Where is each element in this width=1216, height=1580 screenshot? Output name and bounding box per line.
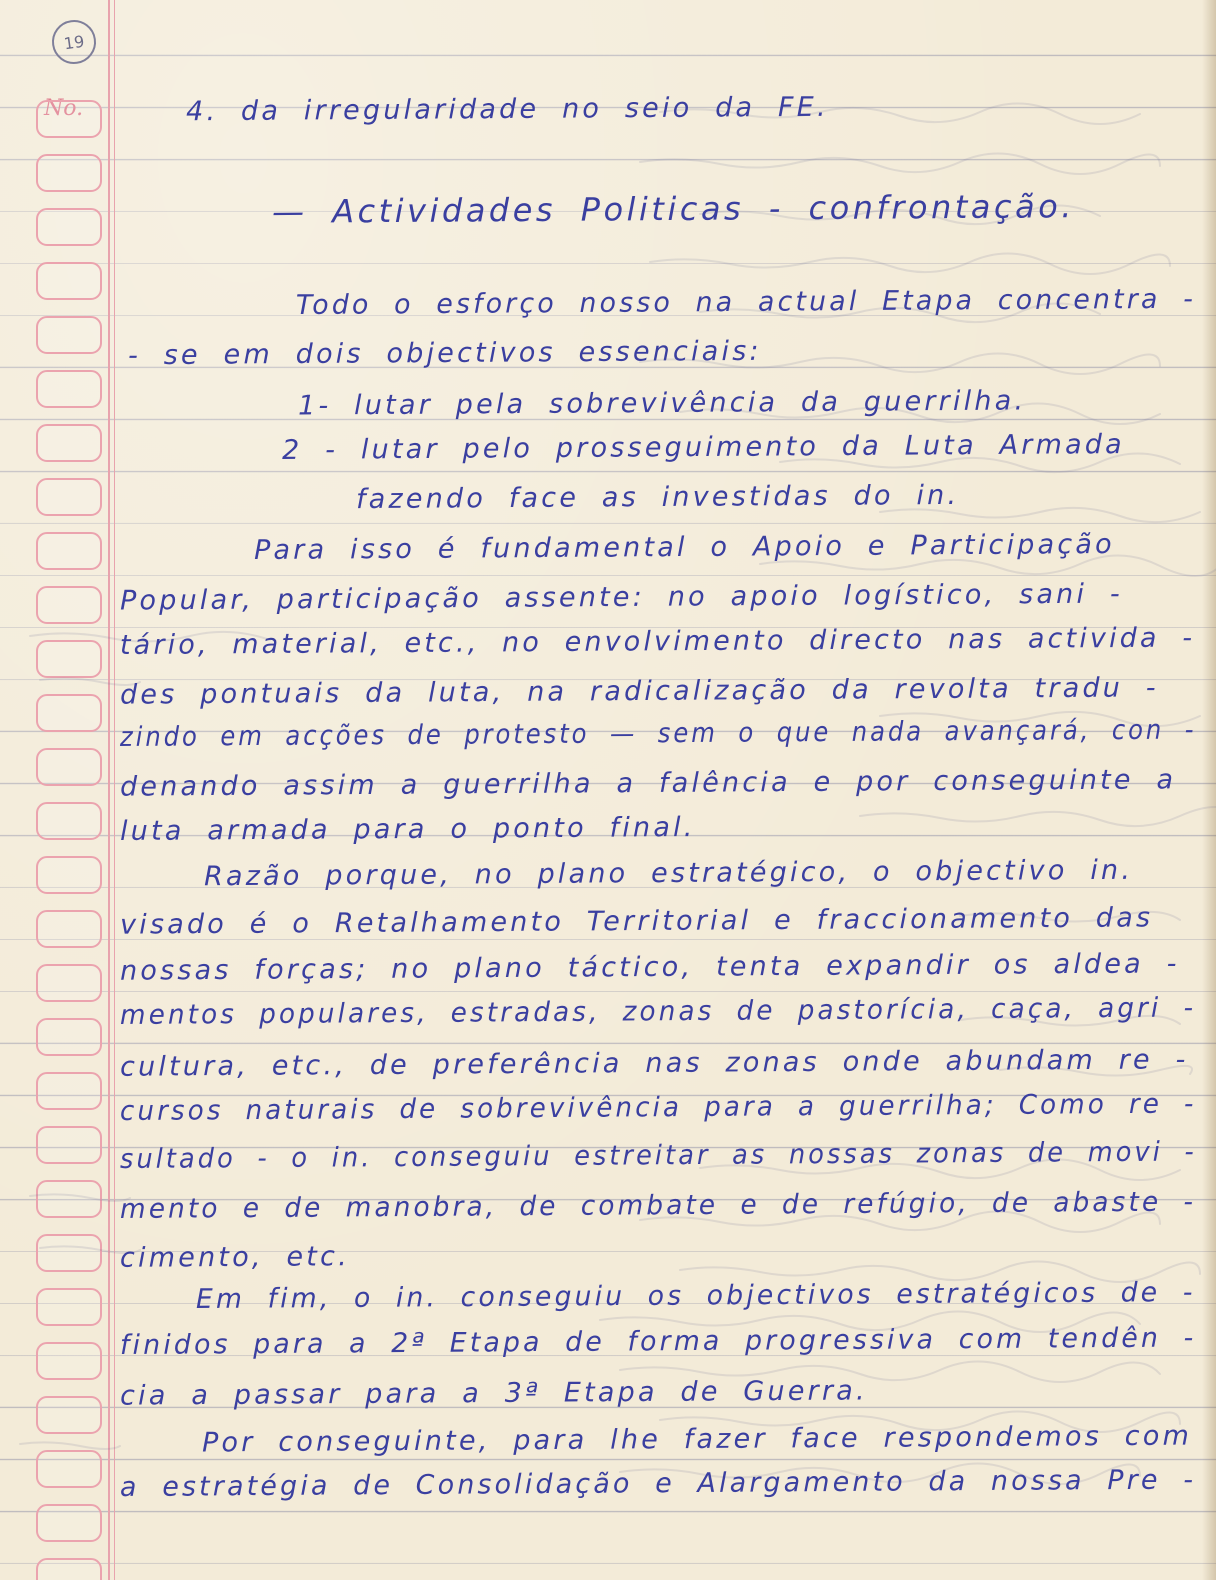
paragraph-line: 1- lutar pela sobrevivência da guerrilha.: [297, 385, 1027, 422]
paragraph-line: Razão porque, no plano estratégico, o objectivo in.: [203, 854, 1134, 893]
section-title: — Actividades Politicas - confrontação.: [271, 187, 1076, 231]
paragraph-line: fazendo face as investidas do in.: [355, 479, 960, 516]
paragraph-line: 2 - lutar pelo prosseguimento da Luta Armada: [281, 429, 1125, 466]
margin-no-label: No.: [44, 96, 84, 121]
paragraph-line: nossas forças; no plano táctico, tenta expandir os aldea -: [119, 948, 1180, 987]
paragraph-line: Popular, participação assente: no apoio logístico, sani -: [119, 578, 1123, 617]
paragraph-line: a estratégia de Consolidação e Alargamento da nossa Pre -: [119, 1464, 1197, 1503]
paragraph-line: cia a passar para a 3ª Etapa de Guerra.: [119, 1375, 868, 1412]
paragraph-line: mento e de manobra, de combate e de refúgio, de abaste -: [119, 1186, 1197, 1225]
paragraph-line: des pontuais da luta, na radicalização da revolta tradu -: [119, 672, 1159, 711]
paragraph-line: luta armada para o ponto final.: [119, 811, 696, 848]
paragraph-line: mentos populares, estradas, zonas de pastorícia, caça, agri -: [119, 992, 1197, 1031]
paragraph-line: cultura, etc., de preferência nas zonas onde abundam re -: [119, 1044, 1189, 1083]
paragraph-line: visado é o Retalhamento Territorial e fraccionamento das: [119, 902, 1154, 941]
paragraph-line: finidos para a 2ª Etapa de forma progressiva com tendên -: [119, 1322, 1197, 1361]
page-number-circled: 19: [49, 17, 99, 67]
paragraph-line: tário, material, etc., no envolvimento directo nas activida -: [119, 622, 1196, 661]
paragraph-line: Em fim, o in. conseguiu os objectivos estratégicos de -: [195, 1277, 1196, 1315]
paragraph-line: zindo em acções de protesto — sem o que nada avançará, con -: [119, 714, 1197, 753]
paragraph-line: cursos naturais de sobrevivência para a guerrilha; Como re -: [119, 1088, 1197, 1127]
paragraph-line: Todo o esforço nosso na actual Etapa concentra -: [295, 283, 1197, 321]
paragraph-line: cimento, etc.: [119, 1241, 350, 1274]
paragraph-line: Para isso é fundamental o Apoio e Participação: [253, 528, 1115, 567]
heading-line: 4. da irregularidade no seio da FE.: [185, 91, 829, 128]
paragraph-line: Por conseguinte, para lhe fazer face respondemos com: [201, 1420, 1193, 1459]
paragraph-line: sultado - o in. conseguiu estreitar as nossas zonas de movi -: [119, 1136, 1197, 1175]
paragraph-line: denando assim a guerrilha a falência e por conseguinte a: [119, 764, 1177, 803]
paragraph-line: - se em dois objectivos essenciais:: [127, 335, 762, 372]
